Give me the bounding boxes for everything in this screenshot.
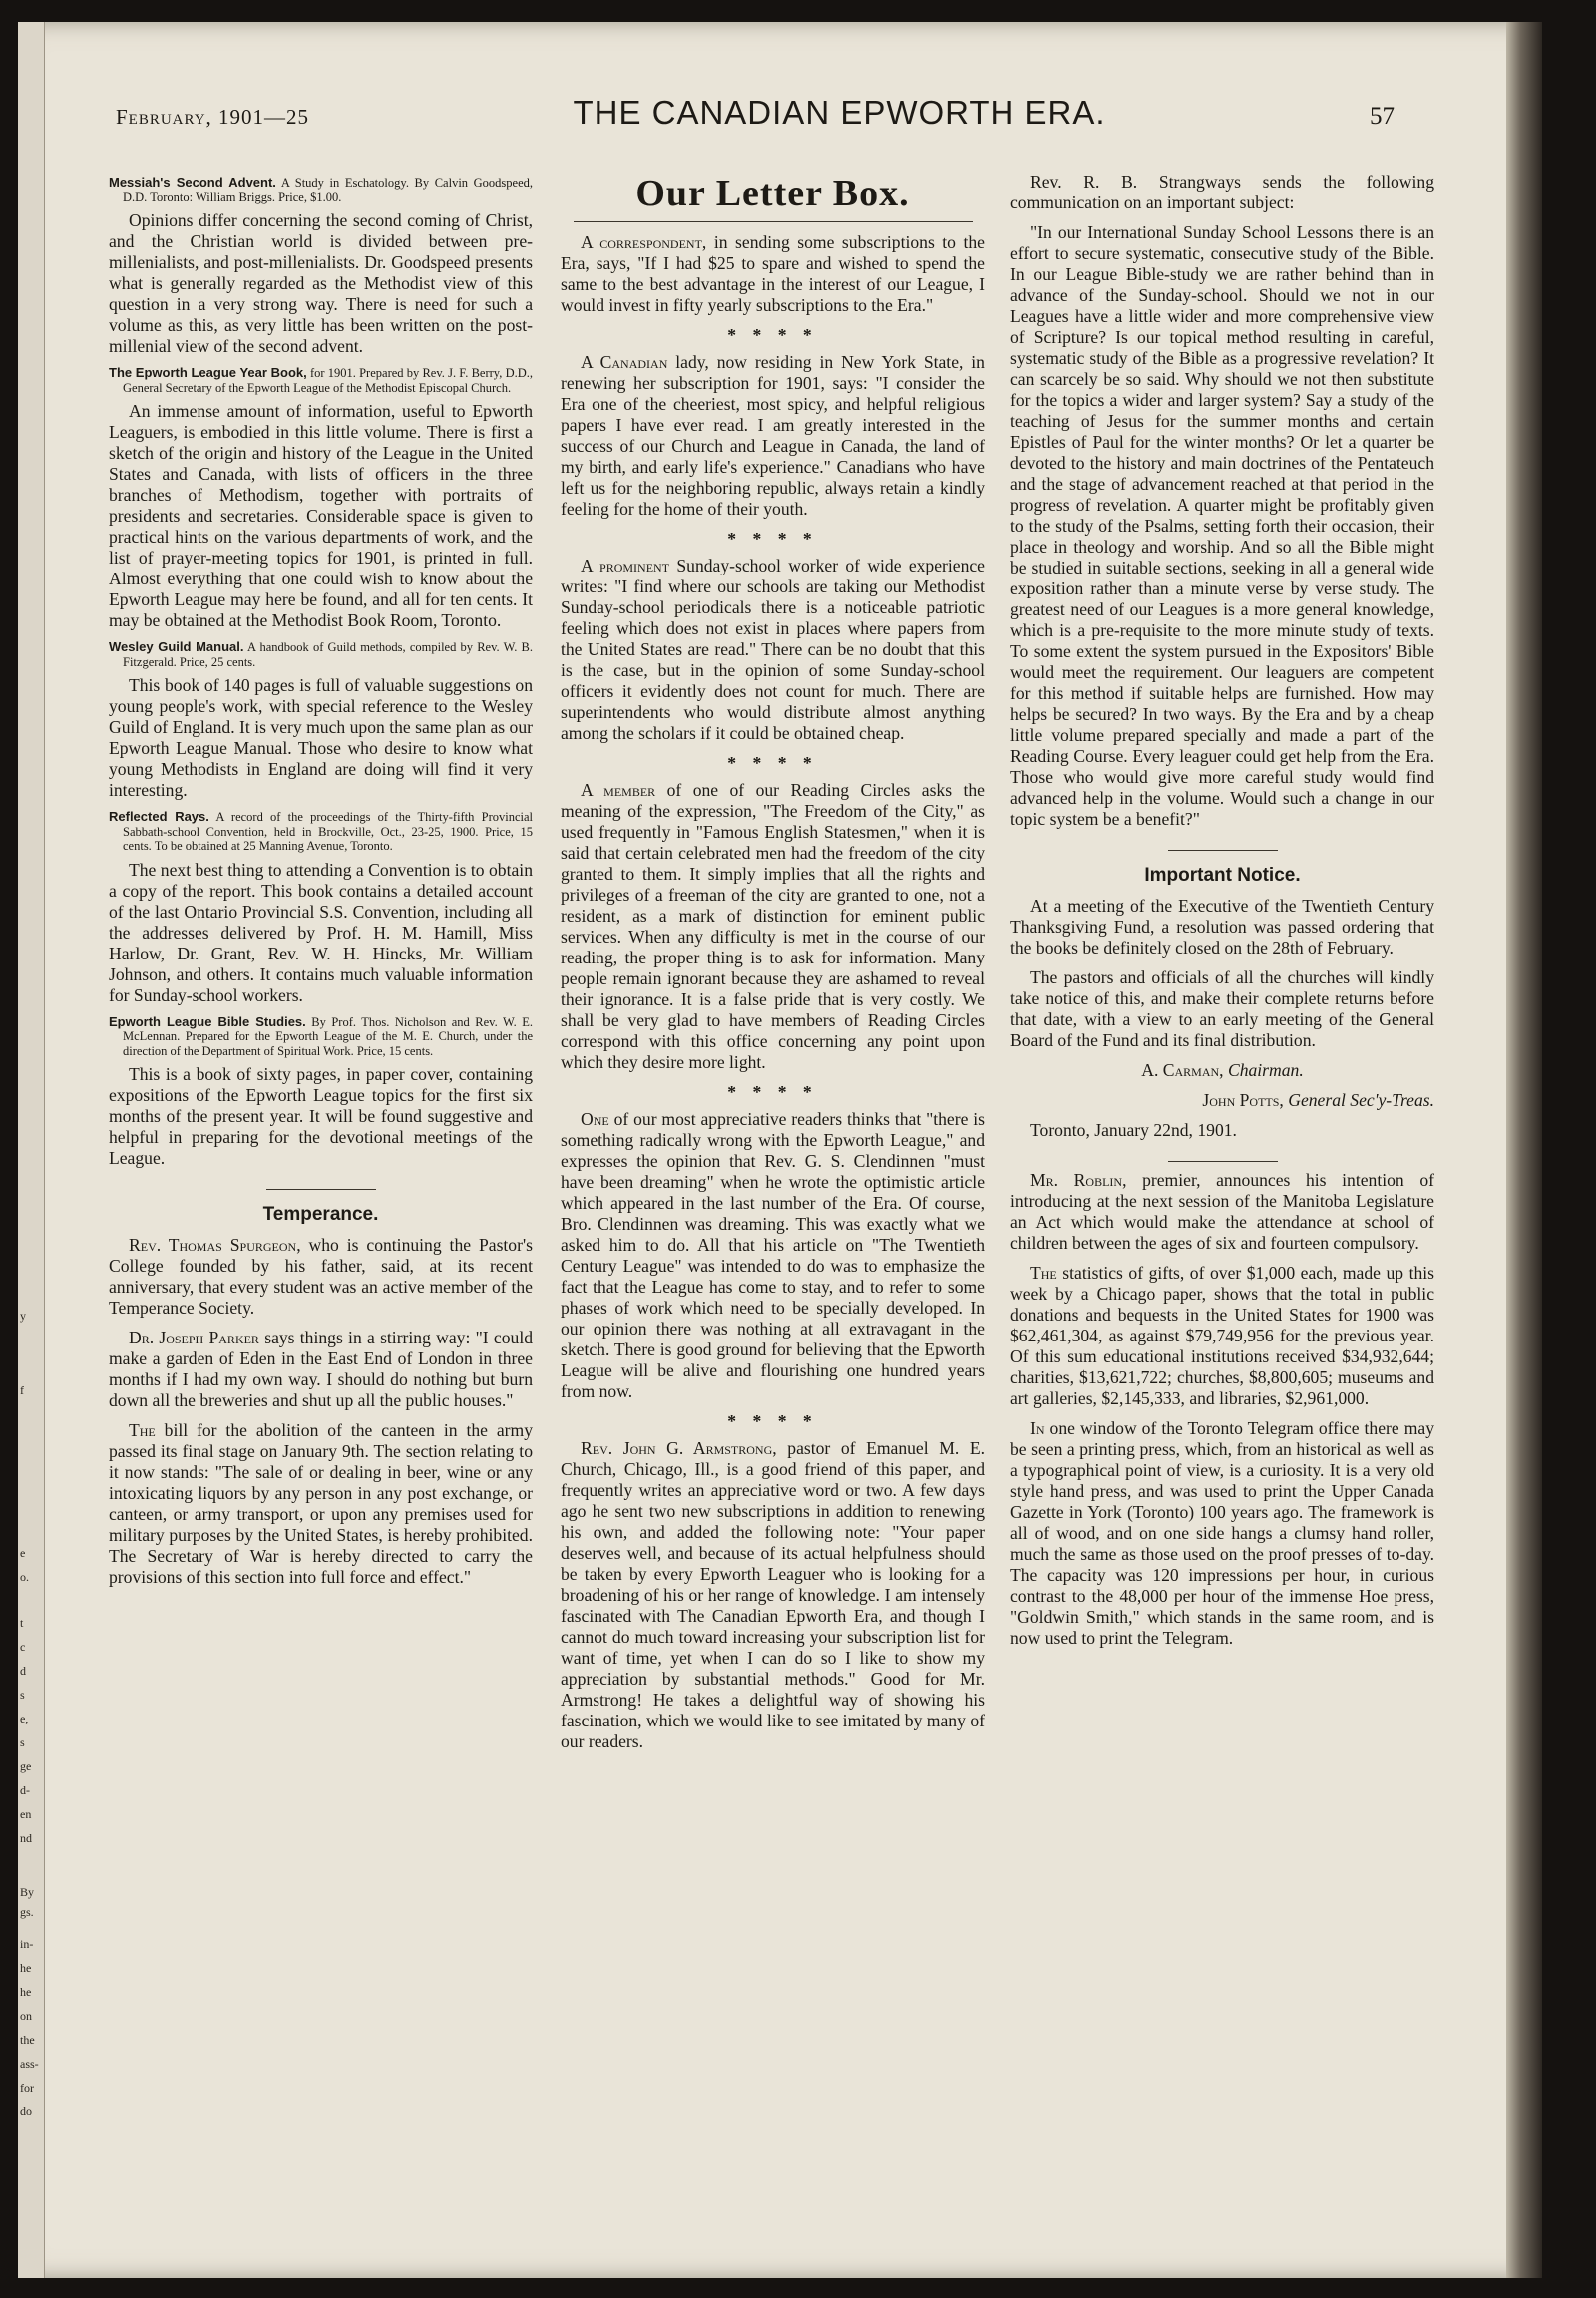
signatory-name: John Potts,: [1202, 1090, 1284, 1110]
item-text: of one of our Reading Circles asks the meaning of the expression, "The Freedom of the City," as used frequently in "Famous English Statesmen," when it is said that certain celebrated men had the freedom of the city granted to them. It simply implies that all the rights and privileges of a freeman of the city are granted to one, not a resident, as a mark of distinction for eminent public services. When any difficulty is met in the course of our reading, the proper thing is to ask for information. Many people remain ignorant because they are ashamed to reveal their ignorance. It is a false pride that is very costly. We shall be very glad to have members of Reading Circles correspond with this office concerning any point upon which they desire more light.: [561, 780, 985, 1072]
edge-fragment: ge: [20, 1759, 32, 1773]
item-text: in sending some subscriptions to the Era, says, "If I had $25 to spare and wished to spend the same to the best advantage in the interest of our League, I would invest in fifty yearly subscriptions to the Era.": [561, 232, 985, 315]
letter-quote: "In our International Sunday School Lessons there is an effort to secure systematic, consecutive study of the Bible. In our League Bible-study we are rather behind than in advance of the Sunday-school. Should we not in our Leagues have a little wider and more comprehensive view of Scripture? Is our topical method resulting in careful, systematic study of the Bible as a progressive revelation? It can scarcely be so said. Why should we not then substitute for the topics a wider and larger system? Say a study of the teaching of Jesus for the summer months and certain Epistles of Paul for the winter months? Or let a quarter be devoted to the history and main doctrines of the Pentateuch and the stage of advancement reached at that period in the progress of revelation. A quarter might be profitably given to the study of the Psalms, setting forth their occasion, their place in theology and worship. And so all the Bible might be studied in suitable sections, seeking in all a general wide exposition rather than a minute verse by verse study. The greatest need of our Leagues is a more general knowledge, which is a pre-requisite to the more minute study of texts. To some extent the system pursued in the Expositors' Bible would meet the requirement. Our leaguers are competent for this method if suitable helps are furnished. How may helps be secured? In two ways. By the Era and by a cheap little volume prepared specially and made a part of the Reading Course. Every leaguer could get help from the Era. Those who would give more careful study would find advanced help in the volume. Would such a change in our topic system be a benefit?": [1010, 222, 1434, 829]
review-title: Messiah's Second Advent.: [109, 175, 276, 190]
divider-stars: * * * *: [727, 1411, 818, 1431]
edge-fragment: o.: [20, 1570, 29, 1584]
edge-fragment: By: [20, 1885, 35, 1899]
temperance-heading: Temperance.: [262, 1204, 379, 1225]
item-text: bill for the abolition of the canteen in the army passed its final stage on January 9th. The section relating to it now stands: "The sale of or dealing in beer, wine or any intoxicating liquors by any person in any post exchange, or canteen, or army transport, or upon any premises used for military purposes by the United States, is hereby prohibited. The Secretary of War is hereby directed to carry the provisions of this section into full force and effect.": [109, 1420, 533, 1587]
divider-stars: * * * *: [727, 753, 818, 773]
item-lead: One: [581, 1109, 609, 1129]
review-text: This book of 140 pages is full of valuable suggestions on young people's work, with special reference to the Wesley Guild of England. It is very much upon the same plan as our Epworth League Manual. Those who desire to know what young Methodists in England are doing will find it very interesting.: [109, 675, 533, 800]
notice-text: At a meeting of the Executive of the Twentieth Century Thanksgiving Fund, a resolution was passed ordering that the books be definitely closed on the 28th of February.: [1010, 896, 1434, 958]
review-heading: [109, 640, 533, 669]
temperance-item: [109, 1420, 533, 1588]
review-meta: A Study in Eschatology. By Calvin Goodspeed, D.D. Toronto: William Briggs. Price, $1.00.: [123, 176, 533, 204]
item-lead: Mr. Roblin,: [1030, 1170, 1127, 1190]
edge-fragment: on: [20, 2009, 32, 2023]
letter-intro: Rev. R. B. Strangways sends the following communication on an important subject:: [1010, 172, 1434, 212]
notice-text: The pastors and officials of all the churches will kindly take notice of this, and make their complete returns before that date, with a view to an early meeting of the General Board of the Fund and its final distribution.: [1010, 967, 1434, 1050]
edge-fragment: for: [20, 2081, 34, 2095]
item-lead: Rev. John G. Armstrong,: [581, 1438, 777, 1458]
heading-rule: [574, 221, 973, 222]
review-meta: for 1901. Prepared by Rev. J. F. Berry, D.D., General Secretary of the Epworth League of the Methodist Episcopal Church.: [123, 366, 534, 395]
divider-stars: * * * *: [727, 529, 818, 549]
edge-fragment: he: [20, 1961, 32, 1975]
edge-fragment: d-: [20, 1783, 30, 1797]
edge-fragment: nd: [20, 1831, 32, 1845]
letter-item: [561, 556, 985, 744]
review-text: Opinions differ concerning the second coming of Christ, and the Christian world is divided between pre-millenialists, and post-millenialists. Dr. Goodspeed presents what is generally regarded as the Methodist view of this question in a very strong way. There is need for such a volume as this, as very little has been written on the post-millenial view of the second advent.: [109, 210, 533, 356]
section-rule: [266, 1189, 376, 1190]
review-meta: A record of the proceedings of the Thirty-fifth Provincial Sabbath-school Convention, held in Brockville, Oct., 23-25, 1900. Price, 15 cents. To be obtained at 25 Manning Avenue, Toronto.: [123, 810, 533, 853]
review-text: The next best thing to attending a Convention is to obtain a copy of the report. This book contains a detailed account of the last Ontario Provincial S.S. Convention, including all the addresses delivered by Prof. H. M. Hamill, Miss Harlow, Dr. Grant, Rev. W. H. Hincks, Mr. William Johnson, and others. It contains much valuable information for Sunday-school workers.: [109, 859, 533, 1005]
edge-fragment: in-: [20, 1937, 34, 1951]
edge-fragment: s: [20, 1735, 25, 1749]
item-text: statistics of gifts, of over $1,000 each, made up this week by a Chicago paper, shows that the total in public donations and bequests in the United States for 1900 was $62,461,304, as against $79,749,956 for the previous year. Of this sum educational institutions received $34,932,644; charities, $13,621,722; churches, $8,800,605; museums and art galleries, $2,145,333, and libraries, $2,961,000.: [1010, 1263, 1434, 1408]
review-text: An immense amount of information, useful to Epworth Leaguers, is embodied in this little volume. There is first a sketch of the origin and history of the League in the United States and Canada, with lists of officers in the three branches of Methodism, together with portraits of presidents and secretaries. Considerable space is given to practical hints on the various departments of work, and the list of prayer-meeting topics for 1901, is printed in full. Almost everything that one could wish to know about the Epworth League may here be found, and all for ten cents. It may be obtained at the Methodist Book Room, Toronto.: [109, 401, 533, 630]
review-heading: [109, 366, 533, 395]
item-text: who is continuing the Pastor's College founded by his father, said, at its recent anniversary, that every student was an active member of the Temperance Society.: [109, 1235, 533, 1318]
temperance-item: [109, 1235, 533, 1319]
temperance-item: [109, 1328, 533, 1411]
edge-fragment: en: [20, 1807, 32, 1821]
letter-item: [561, 780, 985, 1073]
review-heading: [109, 810, 533, 854]
signature-line: [1010, 1090, 1434, 1111]
item-text: of our most appreciative readers thinks that "there is something radically wrong with the Epworth League," and expresses the opinion that Rev. G. S. Clendinnen "must have been dreaming" when he wrote the optimistic article which appeared in the last number of the Era. Of course, Bro. Clendinnen was dreaming. This was exactly what we asked him to do. All that his article on "The Twentieth Century League" was intended to do was to emphasize the fact that the League has come to stay, and to refer to some phases of work which need to be specially developed. In our opinion there was nothing at all extravagant in the sketch. There is good ground for believing that the Epworth League will be alive and flourishing one hundred years from now.: [561, 1109, 986, 1401]
page-number: 57: [1370, 103, 1395, 130]
signatory-role: Chairman.: [1227, 1060, 1304, 1080]
edge-fragment: he: [20, 1985, 32, 1999]
item-lead: A prominent: [581, 556, 670, 575]
item-lead: In: [1030, 1418, 1045, 1438]
section-rule: [1168, 850, 1278, 851]
letter-item: [561, 232, 985, 316]
review-title: Epworth League Bible Studies.: [109, 1013, 306, 1029]
publication-title: THE CANADIAN EPWORTH ERA.: [573, 94, 1106, 131]
running-header: [116, 94, 1395, 144]
issue-date: February, 1901—25: [116, 105, 310, 129]
item-text: lady, now residing in New York State, in renewing her subscription for 1901, says: "I consider the Era one of the cheeriest, most spicy, and helpful religious papers I have ever read. I am greatly interested in the success of our Church and League in Canada, the land of my birth, and early life's experience." Canadians who have left us for the neighboring republic, always retain a kindly feeling for the home of their youth.: [561, 352, 985, 519]
edge-fragment: y: [20, 1309, 26, 1323]
news-item: [1010, 1418, 1434, 1649]
letter-box-heading: Our Letter Box.: [635, 173, 910, 214]
item-lead: The: [129, 1420, 156, 1440]
item-lead: A correspondent,: [581, 232, 707, 252]
letter-item: [561, 352, 985, 520]
divider-stars: * * * *: [727, 325, 818, 345]
news-item: [1010, 1170, 1434, 1254]
review-text: This is a book of sixty pages, in paper cover, containing expositions of the Epworth League topics for the first six months of the present year. It will be found suggestive and helpful in preparing for the devotional meetings of the League.: [109, 1064, 533, 1168]
item-text: Sunday-school worker of wide experience writes: "I find where our schools are taking our Methodist Sunday-school periodicals there is a noticeable patriotic feeling which does not exist in places where papers from the United States are read." There can be no doubt that this is the case, but in the opinion of some Sunday-school officers it evidently does not count for much. There are superintendents who would distribute almost anything among the scholars if it could be obtained cheap.: [561, 556, 985, 743]
section-rule: [1168, 1161, 1278, 1162]
edge-fragment: c: [20, 1640, 26, 1654]
review-title: The Epworth League Year Book,: [109, 365, 307, 380]
item-text: one window of the Toronto Telegram office there may be seen a printing press, which, from an historical as well as a typographical point of view, is a curiosity. It is a very old style hand press, and was used to print the Upper Canada Gazette in York (Toronto) 100 years ago. The framework is all of wood, and on one side hangs a clumsy hand roller, much the same as those used on the proof presses of to-day. The capacity was 120 impressions per hour, in curious contrast to the 48,000 per hour of the immense Hoe press, "Goldwin Smith," which stands in the same room, and is now used to print the Telegram.: [1010, 1418, 1434, 1648]
edge-fragment: e: [20, 1546, 26, 1560]
letter-item: [561, 1109, 985, 1402]
edge-fragment: d: [20, 1664, 26, 1678]
notice-heading: Important Notice.: [1144, 865, 1301, 886]
signatory-name: A. Carman,: [1141, 1060, 1224, 1080]
edge-fragment: s: [20, 1688, 25, 1702]
edge-fragment: do: [20, 2105, 32, 2118]
item-lead: Rev. Thomas Spurgeon,: [129, 1235, 301, 1255]
edge-fragment: the: [20, 2033, 35, 2047]
letter-item: [561, 1438, 985, 1752]
notice-date: Toronto, January 22nd, 1901.: [1030, 1120, 1237, 1140]
item-text: pastor of Emanuel M. E. Church, Chicago, Ill., is a good friend of this paper, and frequently writes an appreciative word or two. A few days ago he sent two new subscriptions in addition to renewing his own, and added the following note: "Your paper deserves well, and because of its actual helpfulness should be taken by every Epworth Leaguer who is looking for a broadening of his or her range of knowledge. I am intensely fascinated with The Canadian Epworth Era, and though I cannot do much toward increasing your subscription list for want of time, yet when I can do so I like to show my appreciation by substantial methods." Good for Mr. Armstrong! He takes a delightful way of showing his fascination, which we would like to see imitated by many of our readers.: [561, 1438, 985, 1751]
item-text: premier, announces his intention of introducing at the next session of the Manitoba Legislature an Act which would make the attendance at school of children between the ages of six and fourteen compulsory.: [1010, 1170, 1434, 1253]
item-lead: A Canadian: [581, 352, 668, 372]
review-title: Reflected Rays.: [109, 809, 209, 824]
column-notices: [1010, 172, 1434, 1658]
item-text: says things in a stirring way: "I could make a garden of Eden in the East End of London in three months if I had my own way. I should do nothing but burn down all the breweries and shut up all the public houses.": [109, 1328, 534, 1410]
review-meta: A handbook of Guild methods, compiled by Rev. W. B. Fitzgerald. Price, 25 cents.: [123, 640, 533, 669]
divider-stars: * * * *: [727, 1082, 818, 1102]
review-heading: [109, 176, 533, 204]
edge-fragment: gs.: [20, 1905, 34, 1919]
item-lead: The: [1030, 1263, 1057, 1283]
column-letter-box: [561, 172, 985, 1761]
news-item: [1010, 1263, 1434, 1409]
edge-fragment: ass-: [20, 2057, 39, 2071]
scanned-page: [18, 22, 1542, 2278]
signatory-role: General Sec'y-Treas.: [1288, 1090, 1434, 1110]
signature-line: [1010, 1060, 1434, 1081]
book-binding: [1506, 22, 1542, 2278]
edge-fragment: t: [20, 1616, 24, 1630]
item-lead: Dr. Joseph Parker: [129, 1328, 259, 1347]
review-title: Wesley Guild Manual.: [109, 639, 244, 654]
review-heading: [109, 1015, 533, 1059]
review-meta: By Prof. Thos. Nicholson and Rev. W. E. McLennan. Prepared for the Epworth League of the M. E. Church, under the direction of the Department of Spiritual Work. Price, 15 cents.: [123, 1014, 533, 1058]
edge-fragment: f: [20, 1383, 24, 1397]
adjacent-page-edge: [18, 22, 45, 2278]
edge-fragment: e,: [20, 1712, 29, 1725]
item-lead: A member: [581, 780, 656, 800]
column-reviews-temperance: [109, 172, 533, 1597]
